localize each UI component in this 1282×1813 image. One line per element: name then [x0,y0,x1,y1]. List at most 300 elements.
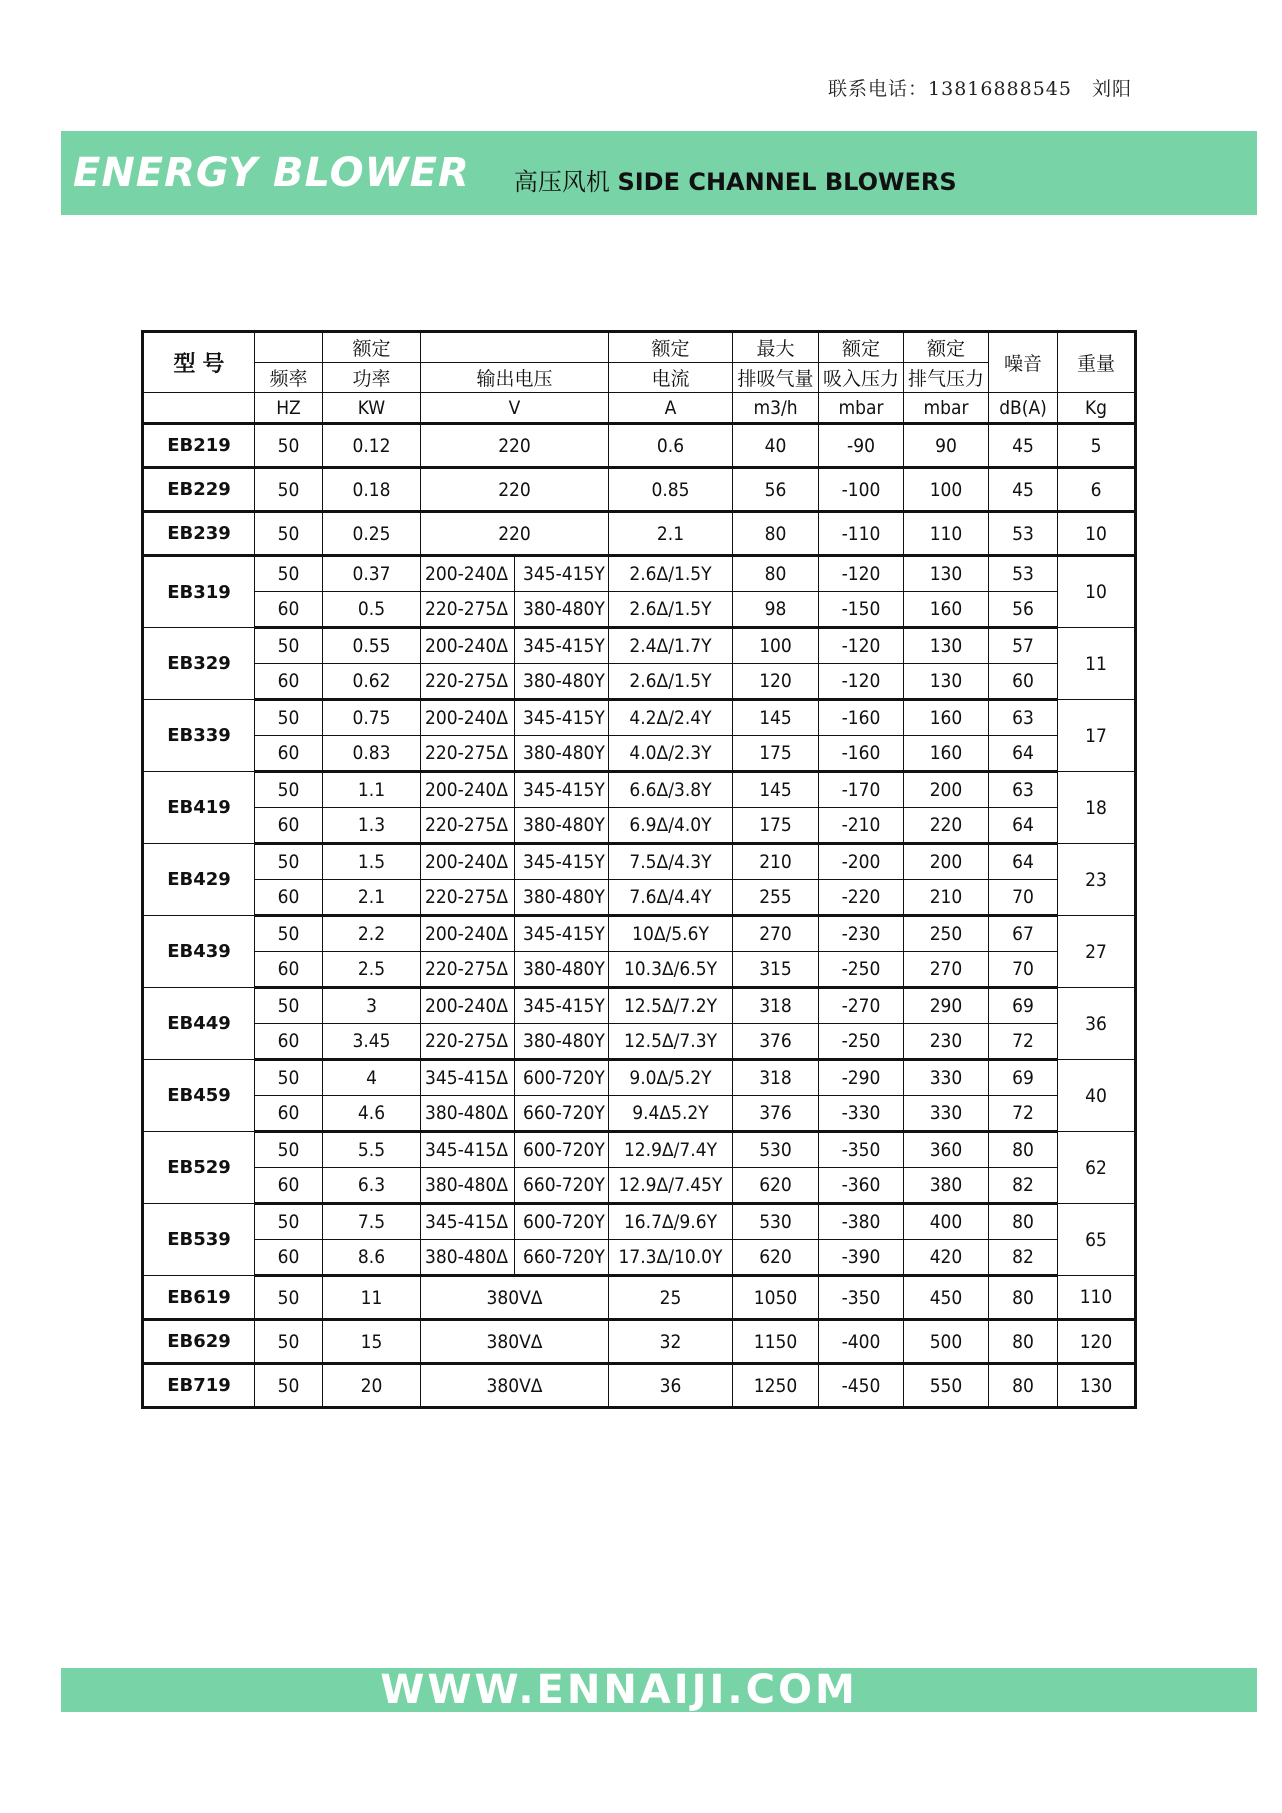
header-flow-bottom: 排吸气量 [733,363,819,393]
discharge-cell: 210 [904,880,989,916]
suction-cell: -120 [819,628,904,664]
header-flow-top: 最大 [733,332,819,363]
current-cell: 36 [609,1364,733,1408]
table-row [143,1132,1136,1168]
discharge-cell: 160 [904,592,989,628]
unit-weight: Kg [1058,393,1136,424]
voltage-delta-cell: 220-275Δ [421,880,515,916]
table-row [143,952,1136,988]
current-cell: 12.5Δ/7.2Y [609,988,733,1024]
power-cell: 4.6 [323,1096,421,1132]
header-current-top: 额定 [609,332,733,363]
units-empty [143,393,255,424]
model-cell: EB449 [143,988,255,1060]
table-row [143,772,1136,808]
table-row [143,1364,1136,1408]
voltage-delta-cell: 220-275Δ [421,592,515,628]
unit-power: KW [323,393,421,424]
table-row [143,844,1136,880]
power-cell: 6.3 [323,1168,421,1204]
weight-cell: 5 [1058,424,1136,468]
current-cell: 0.85 [609,468,733,512]
table-row [143,736,1136,772]
suction-cell: -120 [819,664,904,700]
suction-cell: -230 [819,916,904,952]
table-row [143,916,1136,952]
voltage-star-cell: 380-480Y [515,880,609,916]
subtitle-cn: 高压风机 [513,167,610,196]
noise-cell: 72 [989,1096,1058,1132]
freq-cell: 50 [255,512,323,556]
unit-current: A [609,393,733,424]
voltage-star-cell: 660-720Y [515,1168,609,1204]
voltage-star-cell: 380-480Y [515,952,609,988]
noise-cell: 82 [989,1168,1058,1204]
voltage-delta-cell: 200-240Δ [421,628,515,664]
discharge-cell: 160 [904,700,989,736]
flow-cell: 120 [733,664,819,700]
brand-title: ENERGY BLOWER [73,150,470,196]
noise-cell: 63 [989,772,1058,808]
voltage-delta-cell: 220-275Δ [421,1024,515,1060]
voltage-delta-cell: 345-415Δ [421,1132,515,1168]
current-cell: 12.5Δ/7.3Y [609,1024,733,1060]
table-row [143,1204,1136,1240]
voltage-cell: 220 [421,468,609,512]
power-cell: 5.5 [323,1132,421,1168]
power-cell: 15 [323,1320,421,1364]
discharge-cell: 160 [904,736,989,772]
flow-cell: 80 [733,556,819,592]
current-cell: 2.6Δ/1.5Y [609,592,733,628]
table-row [143,808,1136,844]
suction-cell: -220 [819,880,904,916]
freq-cell: 60 [255,592,323,628]
weight-cell: 130 [1058,1364,1136,1408]
current-cell: 10.3Δ/6.5Y [609,952,733,988]
power-cell: 8.6 [323,1240,421,1276]
power-cell: 0.75 [323,700,421,736]
flow-cell: 80 [733,512,819,556]
freq-cell: 50 [255,1060,323,1096]
table-row [143,628,1136,664]
freq-cell: 50 [255,844,323,880]
table-row [143,1240,1136,1276]
voltage-star-cell: 345-415Y [515,844,609,880]
flow-cell: 318 [733,1060,819,1096]
noise-cell: 70 [989,880,1058,916]
power-cell: 2.2 [323,916,421,952]
voltage-star-cell: 380-480Y [515,808,609,844]
freq-cell: 50 [255,1320,323,1364]
current-cell: 9.0Δ/5.2Y [609,1060,733,1096]
flow-cell: 530 [733,1132,819,1168]
header-power-bottom: 功率 [323,363,421,393]
suction-cell: -380 [819,1204,904,1240]
model-cell: EB459 [143,1060,255,1132]
noise-cell: 57 [989,628,1058,664]
header-row-1 [143,332,1136,363]
flow-cell: 175 [733,736,819,772]
header-discharge-bottom: 排气压力 [904,363,989,393]
voltage-cell: 380VΔ [421,1320,609,1364]
freq-cell: 50 [255,424,323,468]
suction-cell: -400 [819,1320,904,1364]
table-row [143,1060,1136,1096]
voltage-delta-cell: 200-240Δ [421,556,515,592]
discharge-cell: 420 [904,1240,989,1276]
power-cell: 4 [323,1060,421,1096]
noise-cell: 53 [989,556,1058,592]
discharge-cell: 360 [904,1132,989,1168]
suction-cell: -330 [819,1096,904,1132]
flow-cell: 100 [733,628,819,664]
header-weight: 重量 [1058,332,1136,393]
power-cell: 11 [323,1276,421,1320]
banner-subtitle [514,162,957,197]
current-cell: 2.1 [609,512,733,556]
suction-cell: -350 [819,1276,904,1320]
weight-cell: 62 [1058,1132,1136,1204]
noise-cell: 69 [989,1060,1058,1096]
header-banner [61,131,1257,215]
flow-cell: 145 [733,772,819,808]
noise-cell: 80 [989,1132,1058,1168]
weight-cell: 27 [1058,916,1136,988]
model-cell: EB229 [143,468,255,512]
suction-cell: -250 [819,1024,904,1060]
voltage-star-cell: 380-480Y [515,592,609,628]
current-cell: 6.9Δ/4.0Y [609,808,733,844]
website-url: WWW.ENNAIJI.COM [380,1667,858,1713]
suction-cell: -150 [819,592,904,628]
voltage-cell: 220 [421,424,609,468]
unit-discharge: mbar [904,393,989,424]
current-cell: 2.6Δ/1.5Y [609,664,733,700]
header-row-2 [143,363,1136,393]
model-cell: EB329 [143,628,255,700]
voltage-star-cell: 345-415Y [515,700,609,736]
power-cell: 1.5 [323,844,421,880]
noise-cell: 80 [989,1204,1058,1240]
header-power-top: 额定 [323,332,421,363]
freq-cell: 50 [255,988,323,1024]
suction-cell: -390 [819,1240,904,1276]
table-row [143,664,1136,700]
current-cell: 10Δ/5.6Y [609,916,733,952]
current-cell: 2.6Δ/1.5Y [609,556,733,592]
discharge-cell: 450 [904,1276,989,1320]
discharge-cell: 330 [904,1060,989,1096]
noise-cell: 72 [989,1024,1058,1060]
model-cell: EB619 [143,1276,255,1320]
voltage-cell: 380VΔ [421,1276,609,1320]
freq-cell: 60 [255,1240,323,1276]
discharge-cell: 200 [904,844,989,880]
current-cell: 12.9Δ/7.4Y [609,1132,733,1168]
weight-cell: 18 [1058,772,1136,844]
power-cell: 0.12 [323,424,421,468]
suction-cell: -360 [819,1168,904,1204]
voltage-delta-cell: 380-480Δ [421,1168,515,1204]
header-discharge-top: 额定 [904,332,989,363]
unit-flow: m3/h [733,393,819,424]
current-cell: 9.4Δ5.2Y [609,1096,733,1132]
flow-cell: 376 [733,1096,819,1132]
current-cell: 0.6 [609,424,733,468]
suction-cell: -210 [819,808,904,844]
power-cell: 3 [323,988,421,1024]
noise-cell: 67 [989,916,1058,952]
header-suction-bottom: 吸入压力 [819,363,904,393]
voltage-star-cell: 660-720Y [515,1096,609,1132]
flow-cell: 98 [733,592,819,628]
suction-cell: -90 [819,424,904,468]
voltage-star-cell: 380-480Y [515,1024,609,1060]
header-empty [255,332,323,363]
flow-cell: 1050 [733,1276,819,1320]
freq-cell: 50 [255,468,323,512]
current-cell: 7.6Δ/4.4Y [609,880,733,916]
power-cell: 20 [323,1364,421,1408]
suction-cell: -110 [819,512,904,556]
freq-cell: 50 [255,700,323,736]
voltage-delta-cell: 200-240Δ [421,988,515,1024]
noise-cell: 80 [989,1364,1058,1408]
discharge-cell: 290 [904,988,989,1024]
freq-cell: 60 [255,952,323,988]
noise-cell: 80 [989,1320,1058,1364]
noise-cell: 64 [989,808,1058,844]
weight-cell: 23 [1058,844,1136,916]
weight-cell: 40 [1058,1060,1136,1132]
discharge-cell: 200 [904,772,989,808]
model-cell: EB419 [143,772,255,844]
noise-cell: 82 [989,1240,1058,1276]
voltage-star-cell: 600-720Y [515,1132,609,1168]
noise-cell: 45 [989,468,1058,512]
unit-suction: mbar [819,393,904,424]
power-cell: 0.25 [323,512,421,556]
table-row [143,1168,1136,1204]
header-suction-top: 额定 [819,332,904,363]
discharge-cell: 90 [904,424,989,468]
suction-cell: -270 [819,988,904,1024]
model-cell: EB719 [143,1364,255,1408]
model-cell: EB219 [143,424,255,468]
model-cell: EB539 [143,1204,255,1276]
voltage-delta-cell: 220-275Δ [421,664,515,700]
model-cell: EB429 [143,844,255,916]
voltage-star-cell: 380-480Y [515,664,609,700]
freq-cell: 50 [255,1364,323,1408]
current-cell: 7.5Δ/4.3Y [609,844,733,880]
flow-cell: 620 [733,1168,819,1204]
header-noise: 噪音 [989,332,1058,393]
voltage-delta-cell: 345-415Δ [421,1204,515,1240]
current-cell: 2.4Δ/1.7Y [609,628,733,664]
model-cell: EB239 [143,512,255,556]
voltage-star-cell: 345-415Y [515,628,609,664]
noise-cell: 45 [989,424,1058,468]
table-row [143,592,1136,628]
freq-cell: 60 [255,1096,323,1132]
voltage-star-cell: 380-480Y [515,736,609,772]
table-row [143,1096,1136,1132]
spec-table [141,330,1137,1409]
weight-cell: 36 [1058,988,1136,1060]
power-cell: 2.5 [323,952,421,988]
freq-cell: 50 [255,916,323,952]
discharge-cell: 110 [904,512,989,556]
discharge-cell: 130 [904,628,989,664]
power-cell: 7.5 [323,1204,421,1240]
current-cell: 25 [609,1276,733,1320]
discharge-cell: 100 [904,468,989,512]
header-current-bottom: 电流 [609,363,733,393]
unit-voltage: V [421,393,609,424]
current-cell: 16.7Δ/9.6Y [609,1204,733,1240]
freq-cell: 60 [255,664,323,700]
freq-cell: 50 [255,628,323,664]
noise-cell: 64 [989,844,1058,880]
suction-cell: -250 [819,952,904,988]
noise-cell: 64 [989,736,1058,772]
table-row [143,1320,1136,1364]
footer-banner [61,1668,1257,1712]
voltage-delta-cell: 200-240Δ [421,844,515,880]
table-row [143,468,1136,512]
power-cell: 0.37 [323,556,421,592]
discharge-cell: 330 [904,1096,989,1132]
weight-cell: 17 [1058,700,1136,772]
power-cell: 3.45 [323,1024,421,1060]
discharge-cell: 130 [904,556,989,592]
freq-cell: 50 [255,1276,323,1320]
table-row [143,424,1136,468]
voltage-delta-cell: 220-275Δ [421,952,515,988]
table-row [143,1276,1136,1320]
freq-cell: 60 [255,736,323,772]
current-cell: 6.6Δ/3.8Y [609,772,733,808]
voltage-delta-cell: 220-275Δ [421,736,515,772]
flow-cell: 315 [733,952,819,988]
voltage-delta-cell: 200-240Δ [421,772,515,808]
voltage-delta-cell: 380-480Δ [421,1096,515,1132]
noise-cell: 56 [989,592,1058,628]
suction-cell: -160 [819,736,904,772]
voltage-star-cell: 345-415Y [515,772,609,808]
freq-cell: 50 [255,772,323,808]
table-row [143,1024,1136,1060]
freq-cell: 60 [255,808,323,844]
power-cell: 0.5 [323,592,421,628]
table-row [143,880,1136,916]
header-freq: 频率 [255,363,323,393]
noise-cell: 60 [989,664,1058,700]
suction-cell: -100 [819,468,904,512]
suction-cell: -290 [819,1060,904,1096]
freq-cell: 50 [255,1132,323,1168]
flow-cell: 620 [733,1240,819,1276]
freq-cell: 50 [255,556,323,592]
voltage-delta-cell: 220-275Δ [421,808,515,844]
noise-cell: 70 [989,952,1058,988]
voltage-delta-cell: 345-415Δ [421,1060,515,1096]
weight-cell: 65 [1058,1204,1136,1276]
voltage-delta-cell: 200-240Δ [421,700,515,736]
discharge-cell: 230 [904,1024,989,1060]
freq-cell: 60 [255,1024,323,1060]
suction-cell: -170 [819,772,904,808]
flow-cell: 210 [733,844,819,880]
power-cell: 1.1 [323,772,421,808]
suction-cell: -350 [819,1132,904,1168]
voltage-delta-cell: 200-240Δ [421,916,515,952]
suction-cell: -120 [819,556,904,592]
voltage-star-cell: 660-720Y [515,1240,609,1276]
power-cell: 1.3 [323,808,421,844]
table-row [143,988,1136,1024]
weight-cell: 110 [1058,1276,1136,1320]
noise-cell: 53 [989,512,1058,556]
header-voltage: 输出电压 [421,363,609,393]
discharge-cell: 130 [904,664,989,700]
weight-cell: 120 [1058,1320,1136,1364]
power-cell: 0.83 [323,736,421,772]
model-cell: EB339 [143,700,255,772]
discharge-cell: 220 [904,808,989,844]
discharge-cell: 500 [904,1320,989,1364]
discharge-cell: 380 [904,1168,989,1204]
current-cell: 12.9Δ/7.45Y [609,1168,733,1204]
unit-noise: dB(A) [989,393,1058,424]
flow-cell: 1250 [733,1364,819,1408]
freq-cell: 60 [255,880,323,916]
weight-cell: 6 [1058,468,1136,512]
weight-cell: 11 [1058,628,1136,700]
voltage-star-cell: 600-720Y [515,1060,609,1096]
model-cell: EB439 [143,916,255,988]
weight-cell: 10 [1058,556,1136,628]
model-cell: EB529 [143,1132,255,1204]
flow-cell: 530 [733,1204,819,1240]
model-cell: EB629 [143,1320,255,1364]
power-cell: 0.55 [323,628,421,664]
unit-freq: HZ [255,393,323,424]
contact-info: 联系电话：13816888545 刘阳 [828,78,1132,100]
table-row [143,700,1136,736]
suction-cell: -160 [819,700,904,736]
table-row [143,512,1136,556]
freq-cell: 50 [255,1204,323,1240]
header-empty [421,332,609,363]
subtitle-en: SIDE CHANNEL BLOWERS [617,167,957,196]
current-cell: 4.2Δ/2.4Y [609,700,733,736]
current-cell: 17.3Δ/10.0Y [609,1240,733,1276]
flow-cell: 175 [733,808,819,844]
voltage-delta-cell: 380-480Δ [421,1240,515,1276]
voltage-star-cell: 600-720Y [515,1204,609,1240]
discharge-cell: 550 [904,1364,989,1408]
voltage-star-cell: 345-415Y [515,556,609,592]
voltage-star-cell: 345-415Y [515,988,609,1024]
model-cell: EB319 [143,556,255,628]
current-cell: 4.0Δ/2.3Y [609,736,733,772]
suction-cell: -200 [819,844,904,880]
noise-cell: 80 [989,1276,1058,1320]
flow-cell: 145 [733,700,819,736]
